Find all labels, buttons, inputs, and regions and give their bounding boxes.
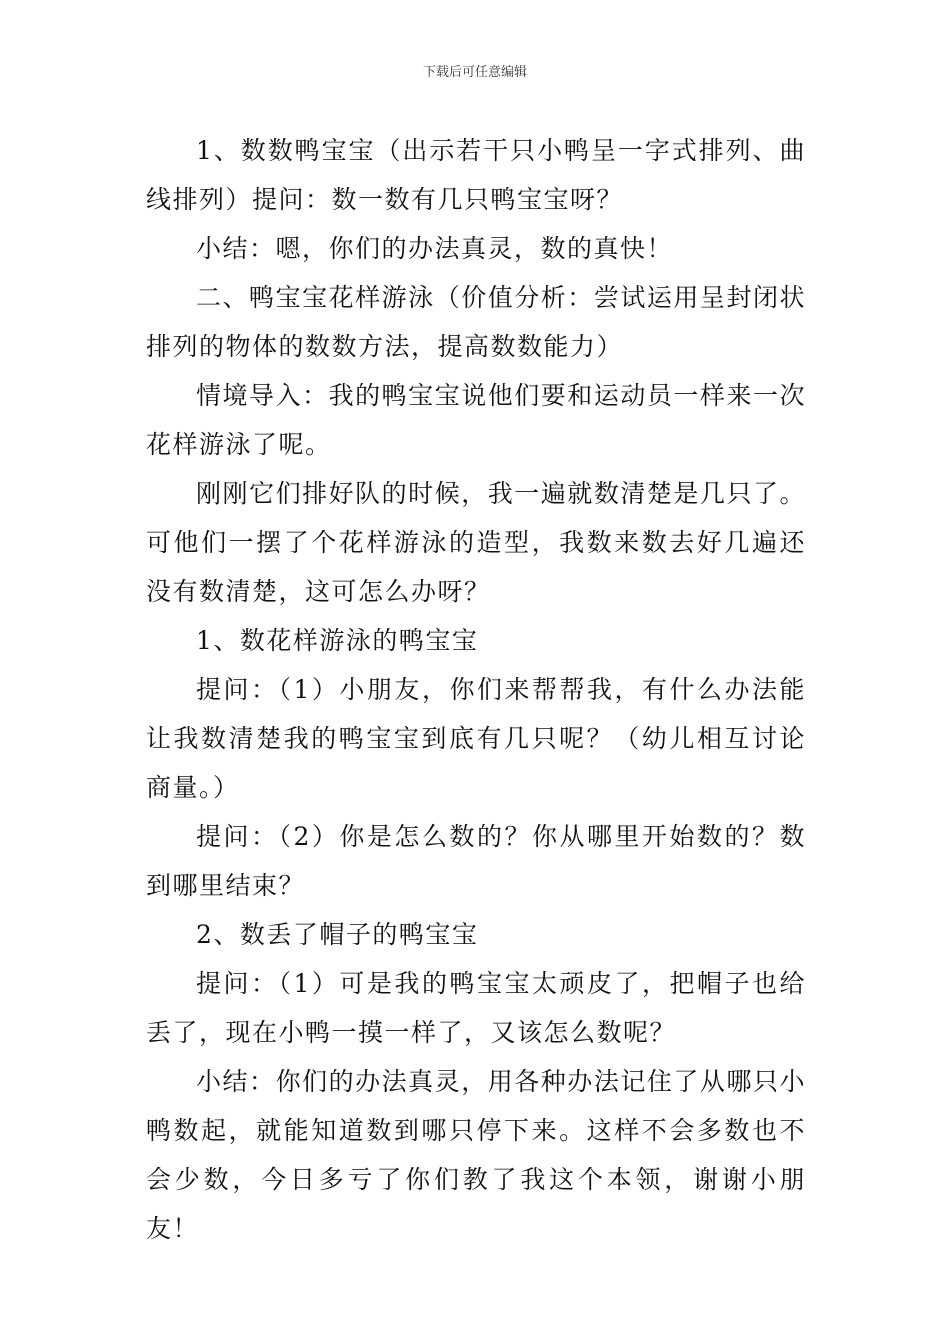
paragraph-count-ducks: 1、数数鸭宝宝（出示若干只小鸭呈一字式排列、曲线排列）提问：数一数有几只鸭宝宝呀？ [146,136,806,214]
paragraph-summary-1: 小结：嗯，你们的办法真灵，数的真快！ [196,234,674,263]
paragraph-question-1: 提问：（1）小朋友，你们来帮帮我，有什么办法能让我数清楚我的鸭宝宝到底有几只呢？（幼儿相互讨论商量。） [146,675,806,802]
paragraph-section-two-heading: 二、鸭宝宝花样游泳（价值分析：尝试运用呈封闭状排列的物体的数数方法，提高数数能力） [146,283,806,361]
paragraph-subheading-swimming: 1、数花样游泳的鸭宝宝 [196,626,479,655]
paragraph-summary-2: 小结：你们的办法真灵，用各种办法记住了从哪只小鸭数起，就能知道数到哪只停下来。这样不会多数也不会少数，今日多亏了你们教了我这个本领，谢谢小朋友！ [146,1067,806,1243]
paragraph-question-2: 提问：（2）你是怎么数的？你从哪里开始数的？数到哪里结束？ [146,822,806,900]
document-body [146,126,806,1253]
paragraph-scenario-problem: 刚刚它们排好队的时候，我一遍就数清楚是几只了。可他们一摆了个花样游泳的造型，我数来数去好几遍还没有数清楚，这可怎么办呀？ [146,479,806,606]
paragraph-question-3: 提问：（1）可是我的鸭宝宝太顽皮了，把帽子也给丢了，现在小鸭一摸一样了，又该怎么数呢？ [146,969,806,1047]
paragraph-subheading-lost-hats: 2、数丢了帽子的鸭宝宝 [196,920,479,949]
page-header: 下载后可任意编辑 [422,65,527,80]
paragraph-scenario-intro: 情境导入：我的鸭宝宝说他们要和运动员一样来一次花样游泳了呢。 [146,381,806,459]
